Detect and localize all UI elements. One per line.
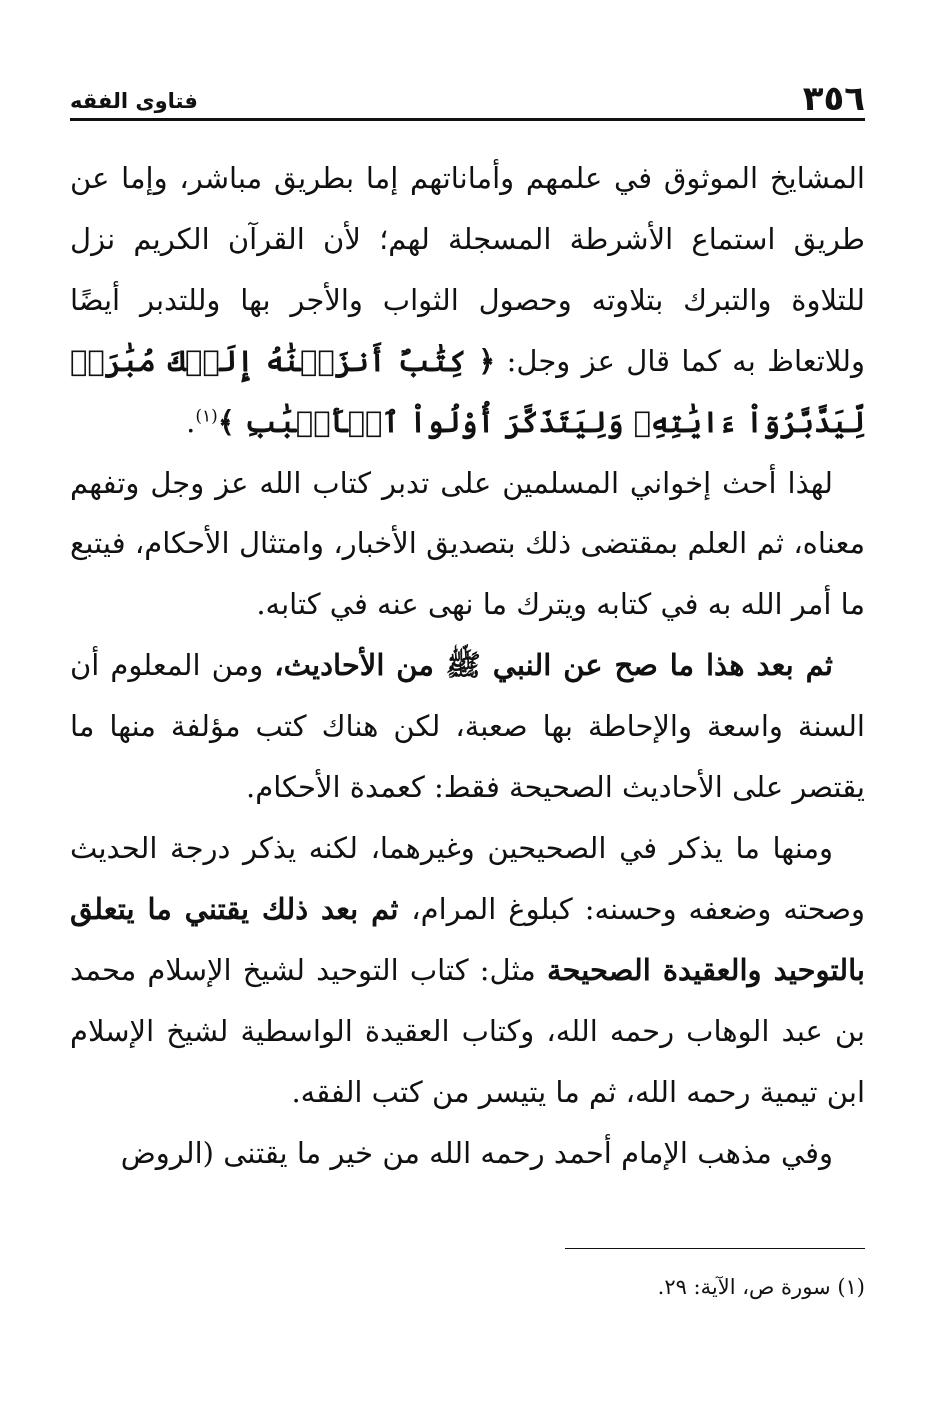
paragraph-1-text: المشايخ الموثوق في علمهم وأماناتهم إما بطريق مباشر، وإما عن طريق استماع الأشرطة المسجلة لهم؛ لأن القرآن الكريم نزل للتلاوة والتبرك بتلاوته وحصول الثواب والأجر بها وللتدبر أيضًا وللاتعاظ به كما قال عز وجل: <box>70 161 865 378</box>
paragraph-4-a: ومنها ما يذكر في الصحيحين وغيرهما، لكنه يذكر درجة الحديث وصحته وضعفه وحسنه: كبلوغ المرام، <box>70 830 865 926</box>
footnote: (١) سورة ص، الآية: ٢٩. <box>657 1275 865 1299</box>
quran-verse: ﴿ كِتَٰبٌ أَنزَلۡنَٰهُ إِلَيۡكَ مُبَٰرَكٞ لِّيَدَّبَّرُوٓاْ ءَايَٰتِهِۦ وَلِيَتَذَكَّرَ أُوْلُواْ ٱلۡأَلۡبَٰبِ ﴾ <box>70 343 865 439</box>
paragraph-3-bold: ثم بعد هذا ما صح عن النبي ﷺ من الأحاديث، <box>274 648 834 683</box>
paragraph-4-c: مثل: كتاب التوحيد لشيخ الإسلام محمد بن عبد الوهاب رحمه الله، وكتاب العقيدة الواسطية لشيخ الإسلام ابن تيمية رحمه الله، ثم ما يتيسر من كتب الفقه. <box>70 952 865 1109</box>
document-page <box>70 60 865 1360</box>
paragraph-3 <box>70 635 865 818</box>
paragraph-1-end: . <box>186 404 196 439</box>
page-number: ٣٥٦ <box>802 79 865 119</box>
paragraph-5: وفي مذهب الإمام أحمد رحمه الله من خير ما يقتنى (الروض <box>120 1135 833 1170</box>
footnote-ref: (١) <box>195 405 218 426</box>
paragraph-2: لهذا أحث إخواني المسلمين على تدبر كتاب الله عز وجل وتفهم معناه، ثم العلم بمقتضى ذلك بتصديق الأخبار، وامتثال الأحكام، فيتبع ما أمر الله به في كتابه ويترك ما نهى عنه في كتابه. <box>70 465 865 622</box>
paragraph-4-bold: ثم بعد ذلك يقتني ما يتعلق بالتوحيد والعقيدة الصحيحة <box>70 891 865 987</box>
page-header <box>70 72 865 119</box>
paragraph-4 <box>70 818 865 1123</box>
footnote-rule <box>565 1248 865 1249</box>
paragraph-3-text: ومن المعلوم أن السنة واسعة والإحاطة بها صعبة، لكن هناك كتب مؤلفة منها ما يقتصر على الأحاديث الصحيحة فقط: كعمدة الأحكام. <box>70 648 865 805</box>
paragraph-1 <box>70 148 865 453</box>
body-text <box>70 148 865 1183</box>
running-title: فتاوى الفقه <box>70 89 198 113</box>
header-rule <box>70 118 865 121</box>
